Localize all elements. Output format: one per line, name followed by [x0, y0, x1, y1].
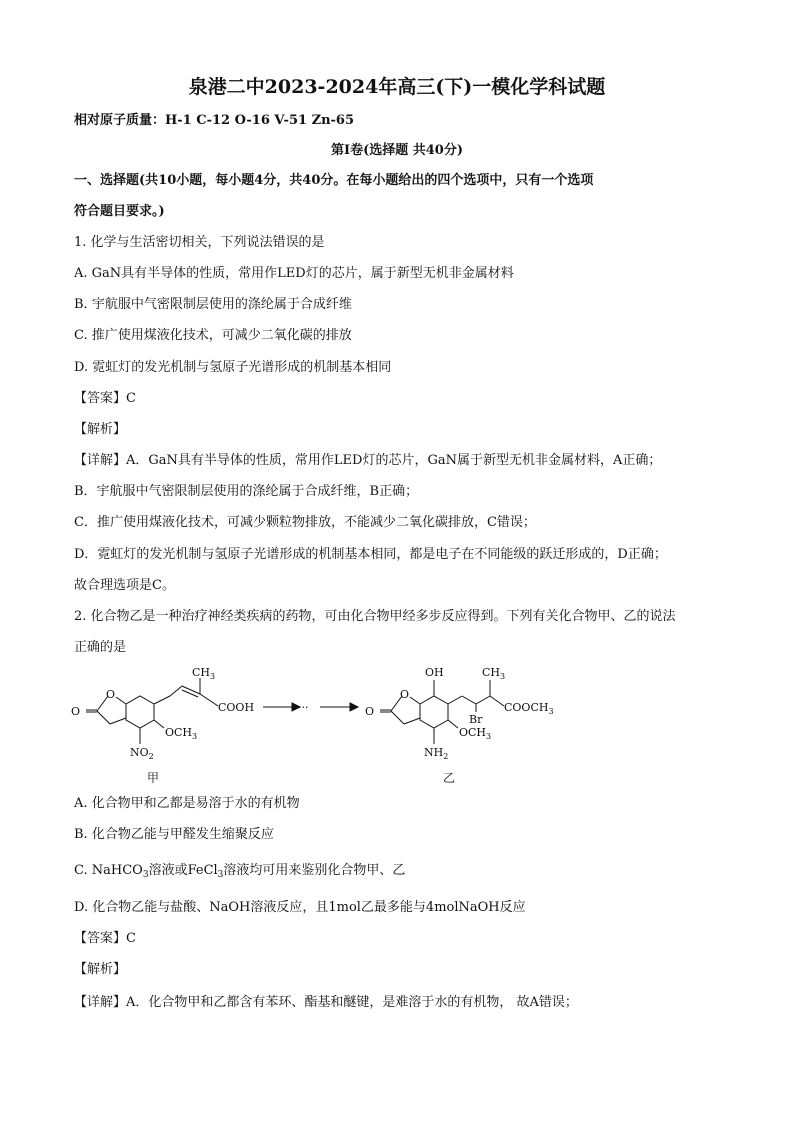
- reaction-arrow: [263, 703, 358, 711]
- section-heading: 第Ⅰ卷(选择题 共40分): [331, 143, 463, 158]
- yi-ring-oxygen: O: [400, 688, 410, 701]
- q2-option-c: C. NaHCO$_3$溶液或FeCl$_3$溶液均可用来鉴别化合物甲、乙: [74, 863, 406, 880]
- instruction-line-2: 符合题目要求。): [74, 204, 165, 219]
- q2-option-d: D. 化合物乙能与盐酸、NaOH溶液反应，且1mol乙最多能与4molNaOH反应: [74, 900, 526, 915]
- yi-methoxy: $OCH_3$: [459, 726, 492, 741]
- q1-detail-b: B．宇航服中气密限制层使用的涤纶属于合成纤维，B正确；: [74, 484, 419, 499]
- q1-analysis-label: 【解析】: [74, 422, 127, 437]
- q2-stem-2: 正确的是: [74, 640, 127, 655]
- arrow-dots: ···: [298, 701, 309, 714]
- q1-conclusion: 故合理选项是C。: [74, 578, 175, 593]
- yi-ester: $COOCH_3$: [504, 701, 554, 716]
- q2-analysis-label: 【解析】: [74, 962, 127, 977]
- label-yi: 乙: [443, 771, 456, 785]
- q1-detail-d: D．霓虹灯的发光机制与氢原子光谱形成的机制基本相同，都是电子在不同能级的跃迁形成的，D正确；: [74, 547, 667, 562]
- reaction-scheme: [60, 660, 580, 790]
- q2-detail-a: 【详解】A．化合物甲和乙都含有苯环、酯基和醚键，是难溶于水的有机物， 故A错误；: [74, 995, 578, 1010]
- page-title: 泉港二中2023-2024年高三(下)一模化学科试题: [188, 76, 606, 98]
- q2-option-a: A. 化合物甲和乙都是易溶于水的有机物: [74, 796, 300, 811]
- q1-option-d: D. 霓虹灯的发光机制与氢原子光谱形成的机制基本相同: [74, 360, 392, 375]
- q1-answer: 【答案】C: [74, 391, 136, 406]
- yi-bromine: Br: [469, 713, 483, 726]
- jia-ring-oxygen: O: [106, 688, 116, 701]
- jia-nitro: $NO_2$: [130, 746, 154, 761]
- yi-hydroxyl: OH: [425, 666, 444, 679]
- jia-carboxyl: COOH: [218, 701, 255, 714]
- q1-stem: 1. 化学与生活密切相关，下列说法错误的是: [74, 235, 325, 250]
- q2-answer: 【答案】C: [74, 931, 136, 946]
- q1-option-c: C. 推广使用煤液化技术，可减少二氧化碳的排放: [74, 328, 352, 343]
- q2-stem-1: 2. 化合物乙是一种治疗神经类疾病的药物，可由化合物甲经多步反应得到。下列有关化合物甲、乙的说法: [74, 609, 676, 624]
- yi-amino: $NH_2$: [424, 746, 449, 761]
- label-jia: 甲: [147, 771, 160, 785]
- yi-methyl: $CH_3$: [482, 666, 506, 681]
- q1-option-b: B. 宇航服中气密限制层使用的涤纶属于合成纤维: [74, 297, 352, 312]
- jia-keto-oxygen: O: [71, 705, 81, 718]
- q1-option-a: A. GaN具有半导体的性质，常用作LED灯的芯片，属于新型无机非金属材料: [74, 266, 514, 281]
- instruction-line-1: 一、选择题(共10小题，每小题4分，共40分。在每小题给出的四个选项中，只有一个选项: [74, 173, 594, 188]
- atomic-masses: 相对原子质量：H-1 C-12 O-16 V-51 Zn-65: [74, 113, 355, 128]
- q1-detail-a: 【详解】A．GaN具有半导体的性质，常用作LED灯的芯片，GaN属于新型无机非金属材料，A正确；: [74, 453, 662, 468]
- q1-detail-c: C．推广使用煤液化技术，可减少颗粒物排放，不能减少二氧化碳排放，C错误；: [74, 515, 536, 530]
- q2-option-b: B. 化合物乙能与甲醛发生缩聚反应: [74, 827, 274, 842]
- yi-keto-oxygen: O: [365, 705, 375, 718]
- jia-methyl: $CH_3$: [192, 666, 216, 681]
- jia-methoxy: $OCH_3$: [165, 726, 198, 741]
